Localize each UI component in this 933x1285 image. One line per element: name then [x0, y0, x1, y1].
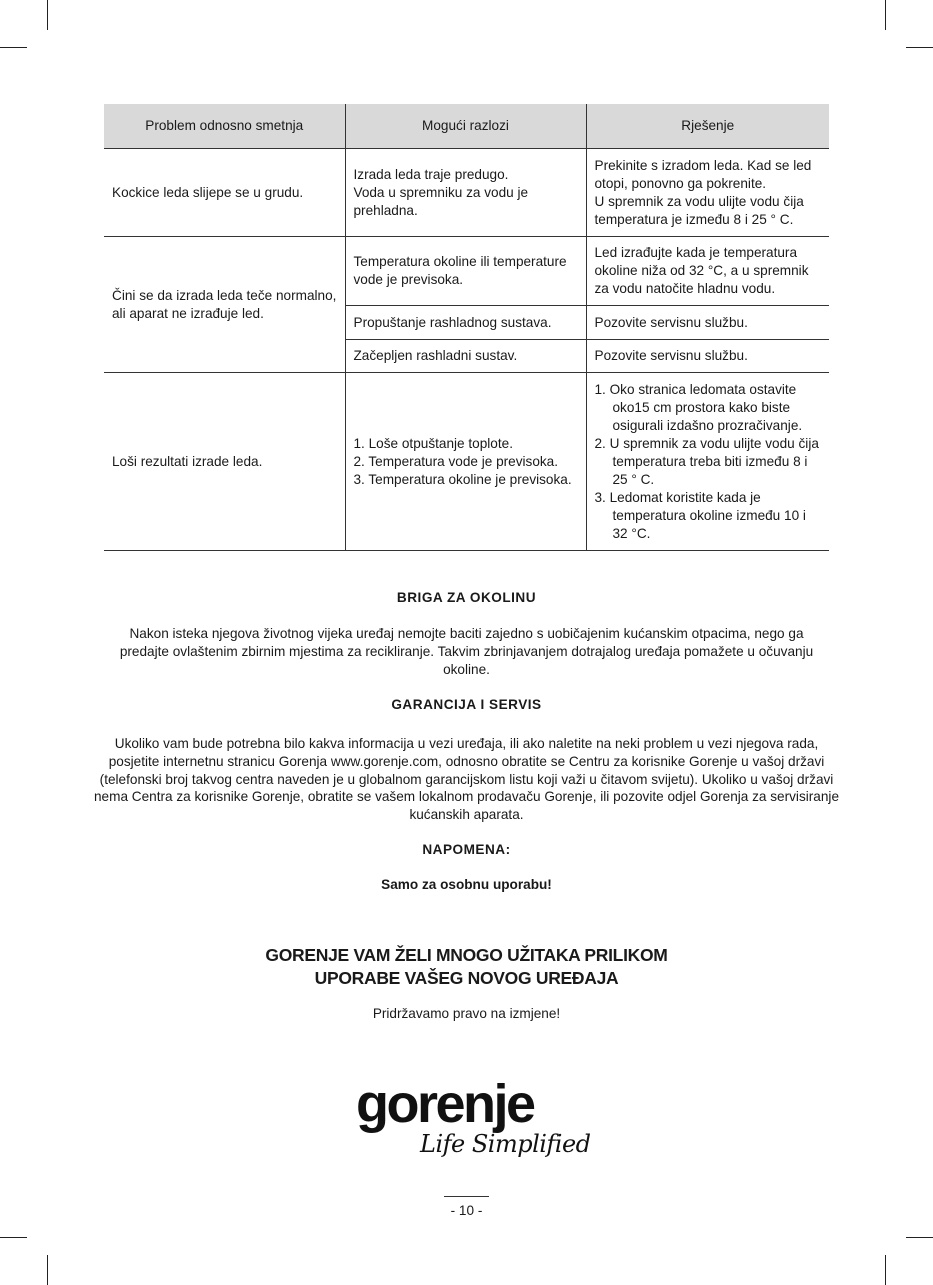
problem-cell: Čini se da izrada leda teče normalno, ali aparat ne izrađuje led. — [104, 237, 345, 373]
crop-mark — [885, 0, 886, 30]
warranty-heading: GARANCIJA I SERVIS — [391, 697, 542, 712]
solution-line: Prekinite s izradom leda. Kad se led otopi, ponovno ga pokrenite. — [594, 157, 812, 191]
cause-cell: Propuštanje rashladnog sustava. — [345, 306, 586, 340]
note-heading: NAPOMENA: — [422, 842, 511, 857]
table-row — [104, 237, 829, 306]
table-row — [104, 149, 829, 237]
solution-cell — [586, 373, 829, 551]
cause-cell — [345, 149, 586, 237]
troubleshooting-table — [104, 104, 829, 551]
page-number: - 10 - — [450, 1203, 483, 1218]
table-header-row — [104, 104, 829, 149]
solution-cell: Pozovite servisnu službu. — [586, 306, 829, 340]
cause-cell: Začepljen rashladni sustav. — [345, 340, 586, 373]
cause-cell — [345, 373, 586, 551]
closing-line: UPORABE VAŠEG NOVOG UREĐAJA — [314, 968, 619, 988]
table-row — [104, 373, 829, 551]
crop-mark — [906, 47, 933, 48]
crop-mark — [906, 1237, 933, 1238]
environment-heading: BRIGA ZA OKOLINU — [396, 590, 537, 605]
cause-line: 1. Loše otpuštanje toplote. — [353, 435, 513, 451]
solution-step: 3. Ledomat koristite kada je temperatura okoline između 10 i 32 °C. — [594, 489, 806, 541]
note-text: Samo za osobnu uporabu! — [381, 877, 552, 892]
cause-line: Voda u spremniku za vodu je prehladna. — [353, 184, 529, 218]
environment-text: Nakon isteka njegova životnog vijeka uređaj nemojte baciti zajedno s uobičajenim kućanskim otpacima, nego ga predajte ovlaštenim zbirnim mjestima za recikliranje. Takvim zbrinjavanjem dotrajalog uređaja pomažete u očuvanju okoline. — [119, 626, 814, 677]
reserve-note: Pridržavamo pravo na izmjene! — [372, 1006, 561, 1021]
solution-step: 1. Oko stranica ledomata ostavite oko15 cm prostora kako biste osigurali izdašno prozračivanje. — [594, 381, 803, 433]
crop-mark — [885, 1255, 886, 1285]
column-header: Mogući razlozi — [345, 104, 586, 149]
warranty-text: Ukoliko vam bude potrebna bilo kakva informacija u vezi uređaja, ili ako naletite na neki problem u vezi njegova rada, posjetite internetnu stranicu Gorenja www.gorenje.com, odnosno obratite se Centru za korisnike Gorenje u vašoj državi (telefonski broj takvog centra naveden je u globalnom garancijskom listu koji važi u čitavom svijetu). Ukoliko u vašoj državi nema Centra za korisnike Gorenje, obratite se vašem lokalnom prodavaču Gorenje, ili pozovite odjel Gorenja za servisiranje kućanskih aparata. — [94, 736, 840, 823]
solution-line: U spremnik za vodu ulijte vodu čija temperatura je između 8 i 25 ° C. — [594, 193, 804, 227]
solution-step: 2. U spremnik za vodu ulijte vodu čija temperatura treba biti između 8 i 25 ° C. — [594, 435, 819, 487]
logo-tagline: Life Simplified — [420, 1130, 591, 1158]
solution-cell — [586, 149, 829, 237]
crop-mark — [47, 1255, 48, 1285]
crop-mark — [47, 0, 48, 30]
cause-line: 3. Temperatura okoline je previsoka. — [353, 471, 572, 487]
crop-mark — [0, 1237, 27, 1238]
problem-cell: Kockice leda slijepe se u grudu. — [104, 149, 345, 237]
cause-line: 2. Temperatura vode je previsoka. — [353, 453, 559, 469]
column-header: Rješenje — [586, 104, 829, 149]
closing-line: GORENJE VAM ŽELI MNOGO UŽITAKA PRILIKOM — [265, 945, 668, 965]
cause-line: Izrada leda traje predugo. — [353, 166, 509, 182]
solution-cell: Pozovite servisnu službu. — [586, 340, 829, 373]
problem-cell: Loši rezultati izrade leda. — [104, 373, 345, 551]
solution-cell: Led izrađujte kada je temperatura okoline niža od 32 °C, a u spremnik za vodu natočite hladnu vodu. — [586, 237, 829, 306]
crop-mark — [0, 47, 27, 48]
gorenje-logo: gorenje — [356, 1074, 534, 1134]
page-number-rule — [444, 1196, 489, 1197]
column-header: Problem odnosno smetnja — [104, 104, 345, 149]
cause-cell: Temperatura okoline ili temperature vode je previsoka. — [345, 237, 586, 306]
closing-title — [140, 944, 793, 990]
